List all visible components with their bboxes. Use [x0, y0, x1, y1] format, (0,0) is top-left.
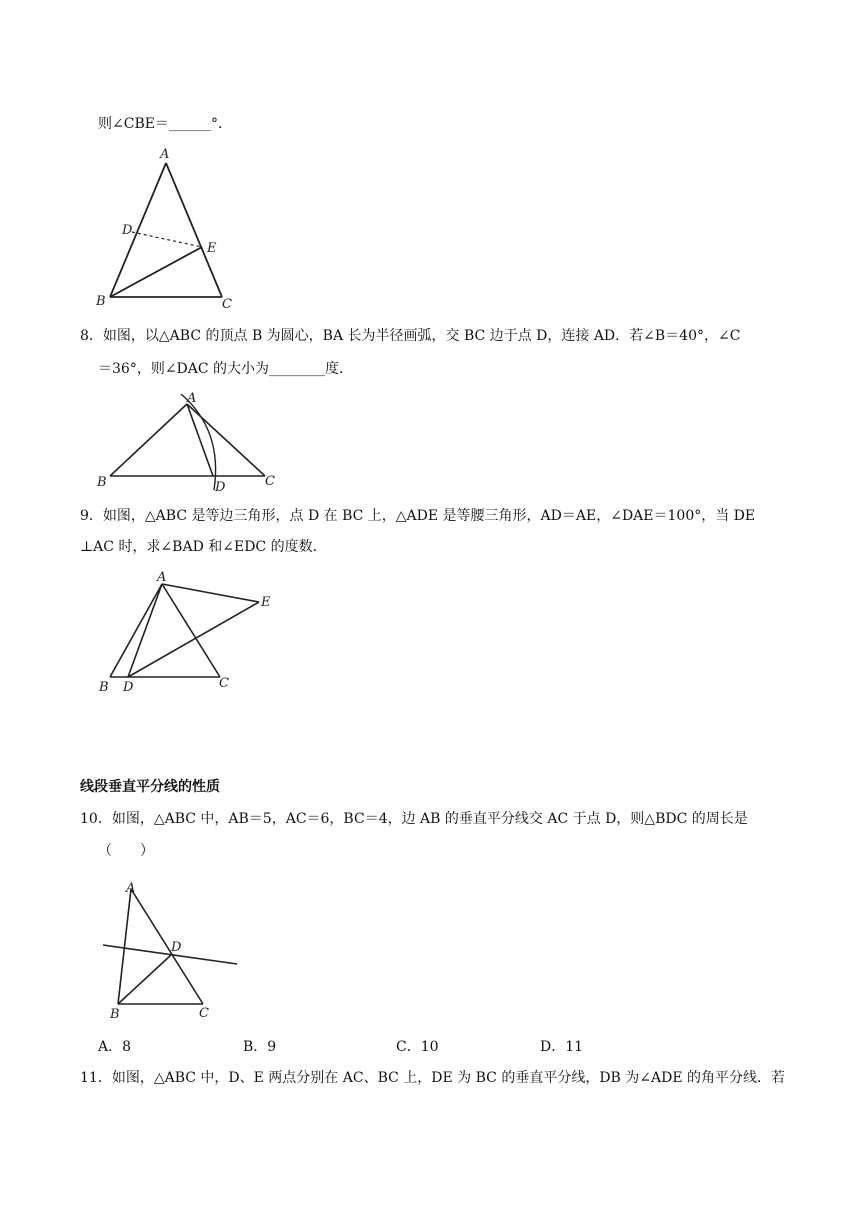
q10-label-a: A	[126, 881, 136, 896]
q11-text-line1: 11．如图，△ABC 中，D、E 两点分别在 AC、BC 上，DE 为 BC 的垂直平分线，DB 为∠ADE 的角平分线．若	[80, 1070, 786, 1086]
q7-label-e: E	[207, 241, 217, 256]
q10-label-c: C	[199, 1006, 209, 1021]
q10-text-line1: 10．如图，△ABC 中，AB＝5，AC＝6，BC＝4，边 AB 的垂直平分线交 AC 于点 D，则△BDC 的周长是	[80, 811, 748, 827]
q9-text-line2: ⊥AC 时，求∠BAD 和∠EDC 的度数．	[80, 539, 327, 555]
q9-text-line1: 9．如图，△ABC 是等边三角形，点 D 在 BC 上，△ADE 是等腰三角形，AD＝AE，∠DAE＝100°，当 DE	[80, 508, 756, 524]
q7-segment-de-dashed	[132, 232, 202, 247]
q7-label-b: B	[96, 294, 106, 309]
q7-answer-line: 则∠CBE＝______°．	[98, 116, 232, 132]
q8-side-ab	[110, 404, 187, 476]
q10-text-line2: （ ）	[98, 843, 154, 859]
q10-option-a[interactable]: A．8	[98, 1039, 132, 1055]
q9-segment-ad	[128, 584, 162, 677]
q8-text-line2: ＝36°，则∠DAC 的大小为________度．	[98, 361, 354, 377]
q8-label-c: C	[265, 474, 275, 489]
q9-label-d: D	[123, 680, 134, 695]
q7-label-a: A	[160, 147, 170, 162]
q7-segment-be	[110, 247, 202, 297]
q10-side-ab	[118, 889, 131, 1004]
q9-label-e: E	[261, 595, 271, 610]
q8-label-d: D	[215, 480, 226, 495]
section-title: 线段垂直平分线的性质	[80, 779, 220, 795]
q9-segment-ae	[162, 584, 259, 602]
q7-figure	[90, 145, 250, 315]
q9-figure	[95, 565, 295, 695]
q9-label-c: C	[219, 676, 229, 691]
q10-segment-bd	[118, 955, 171, 1004]
q10-figure	[95, 875, 255, 1025]
q8-side-ac	[187, 404, 265, 476]
q10-label-b: B	[110, 1007, 120, 1022]
q9-segment-de	[128, 602, 259, 677]
q7-label-c: C	[222, 297, 232, 312]
q9-side-ac	[162, 584, 220, 677]
q7-side-ac	[166, 163, 222, 297]
q9-side-ab	[110, 584, 162, 677]
q10-option-c[interactable]: C．10	[396, 1039, 439, 1055]
q7-side-ab	[110, 163, 166, 297]
q7-label-d: D	[122, 223, 133, 238]
q10-option-b[interactable]: B．9	[243, 1039, 277, 1055]
q10-label-d: D	[171, 940, 182, 955]
q8-text-line1: 8．如图，以△ABC 的顶点 B 为圆心，BA 长为半径画弧，交 BC 边于点 D，连接 AD．若∠B＝40°，∠C	[80, 328, 741, 344]
q9-label-b: B	[99, 680, 109, 695]
q10-option-d[interactable]: D．11	[540, 1039, 584, 1055]
q8-label-b: B	[97, 475, 107, 490]
q9-label-a: A	[157, 570, 167, 585]
q8-label-a: A	[187, 391, 197, 406]
q8-figure	[95, 390, 295, 495]
q10-side-ac	[131, 889, 203, 1004]
